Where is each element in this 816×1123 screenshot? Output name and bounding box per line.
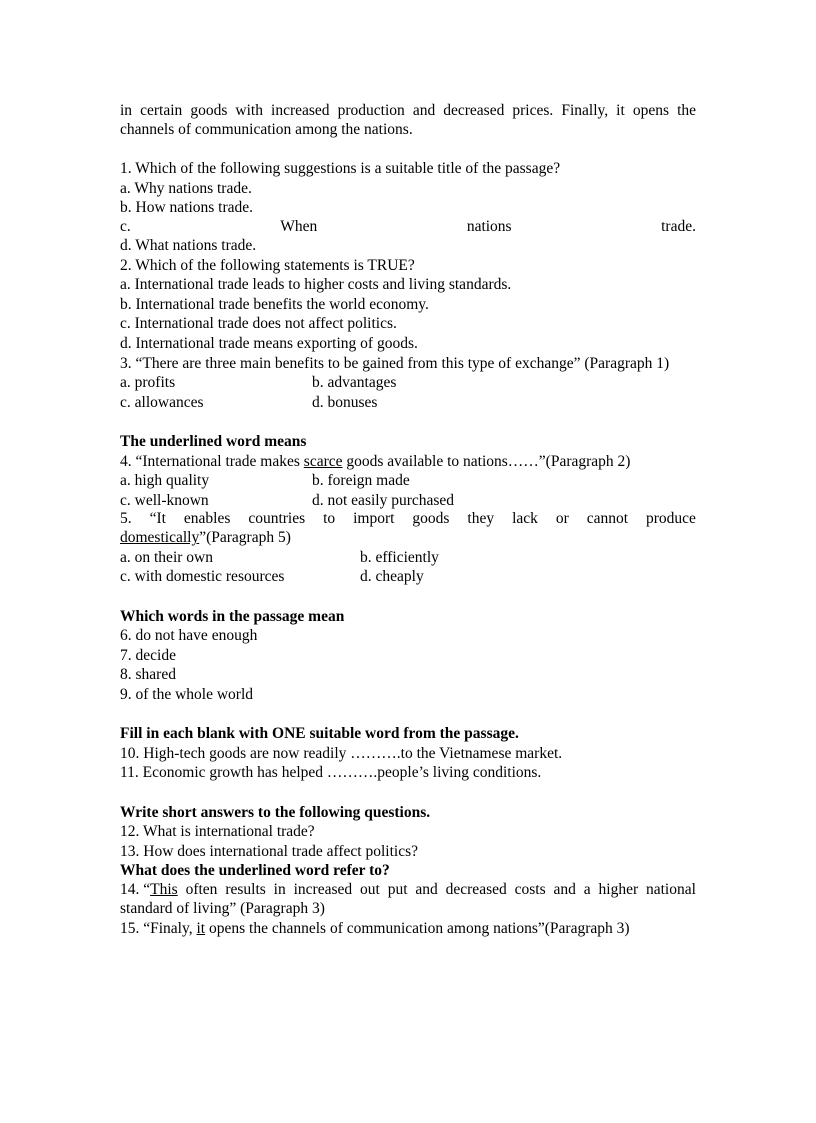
option-2d: d. International trade means exporting of goods. [120, 334, 418, 352]
word: in [120, 102, 133, 119]
word: goods [190, 102, 228, 119]
word: and [415, 880, 438, 898]
q15-pre: 15. “Finaly, [120, 919, 197, 937]
option-4b: b. foreign made [312, 472, 410, 490]
word: nations [466, 217, 512, 235]
word: When [280, 217, 318, 235]
word: decreased [445, 880, 507, 898]
option-1d: d. What nations trade. [120, 236, 257, 254]
q5-post: ”(Paragraph 5) [199, 529, 291, 547]
word: they [467, 510, 495, 528]
q4-post: goods available to nations……”(Paragraph 2) [342, 452, 631, 470]
question-2: 2. Which of the following statements is TRUE? [120, 256, 415, 274]
q5-underlined-word: domestically [120, 529, 200, 547]
options-4ab [120, 471, 696, 491]
q14-underlined-word: This [150, 880, 178, 898]
section-heading-words: Which words in the passage mean [120, 607, 345, 625]
word: goods [412, 510, 450, 528]
option-5c: c. with domestic resources [120, 568, 285, 586]
option-5d: d. cheaply [360, 568, 424, 586]
section-heading-short: Write short answers to the following questions. [120, 803, 431, 821]
word: cannot [586, 510, 629, 528]
option-2c: c. International trade does not affect politics. [120, 315, 397, 333]
word: national [646, 880, 696, 898]
q4-pre: 4. “International trade makes [120, 452, 304, 470]
option-1a: a. Why nations trade. [120, 179, 252, 197]
list-item: 7. decide [120, 646, 176, 664]
word: enables [183, 510, 231, 528]
section-heading-fill: Fill in each blank with ONE suitable word from the passage. [120, 725, 519, 743]
list-item: 6. do not have enough [120, 627, 258, 645]
option-4d: d. not easily purchased [312, 491, 455, 509]
options-3ab [120, 373, 696, 393]
question-15 [120, 919, 696, 939]
word: decreased [443, 102, 505, 119]
worksheet-content [120, 102, 696, 938]
word: or [555, 510, 569, 528]
word: trade. [661, 217, 696, 235]
options-3cd [120, 393, 696, 413]
word: costs [514, 880, 546, 898]
question-14-line-1 [120, 881, 696, 899]
word: the [677, 102, 696, 119]
option-3a: a. profits [120, 374, 176, 392]
spacer [120, 412, 696, 432]
word: and [412, 102, 436, 119]
spacer [120, 140, 696, 160]
word: a [583, 880, 591, 898]
list-item: 13. How does international trade affect politics? [120, 842, 418, 860]
word: 5. [120, 510, 132, 528]
option-3b: b. advantages [312, 374, 397, 392]
question-5-line-2 [120, 528, 696, 548]
word: it [616, 102, 625, 119]
list-item: 9. of the whole world [120, 686, 254, 704]
option-4c: c. well-known [120, 491, 209, 509]
options-5ab [120, 548, 696, 568]
list-item: 12. What is international trade? [120, 823, 315, 841]
option-3c: c. allowances [120, 393, 204, 411]
options-4cd [120, 491, 696, 511]
word: “It [149, 510, 166, 528]
word: often [185, 880, 218, 898]
q15-post: opens the channels of communication among nations”(Paragraph 3) [205, 919, 630, 937]
word: increased [271, 102, 330, 119]
option-2a: a. International trade leads to higher costs and living standards. [120, 276, 512, 294]
word: increased [293, 880, 353, 898]
word: countries [248, 510, 306, 528]
intro-line-1 [120, 102, 696, 120]
word: opens [632, 102, 670, 119]
option-4a: a. high quality [120, 472, 210, 490]
word: produce [646, 510, 696, 528]
word: import [353, 510, 395, 528]
question-1: 1. Which of the following suggestions is a suitable title of the passage? [120, 160, 561, 178]
section-heading-refer: What does the underlined word refer to? [120, 862, 390, 880]
q4-underlined-word: scarce [303, 452, 343, 470]
spacer [120, 783, 696, 803]
word: with [235, 102, 263, 119]
intro-line-2: channels of communication among the nations. [120, 121, 413, 138]
option-5a: a. on their own [120, 548, 213, 566]
word: certain [140, 102, 183, 119]
list-item: 10. High-tech goods are now readily ……….to the Vietnamese market. [120, 744, 563, 762]
word: lack [512, 510, 538, 528]
word: put [387, 880, 408, 898]
question-5-line-1 [120, 510, 696, 528]
option-1c [120, 218, 696, 236]
section-heading-underlined: The underlined word means [120, 432, 307, 450]
option-3d: d. bonuses [312, 393, 378, 411]
word: Finally, [561, 102, 609, 119]
word: prices. [512, 102, 554, 119]
q14-opening [120, 881, 178, 899]
option-2b: b. International trade benefits the world economy. [120, 295, 429, 313]
spacer [120, 705, 696, 725]
spacer [120, 587, 696, 607]
q14-pre: 14. “ [120, 880, 151, 898]
word: out [360, 880, 380, 898]
word: c. [120, 217, 131, 235]
word: and [553, 880, 576, 898]
question-4 [120, 452, 696, 472]
word: higher [598, 880, 639, 898]
word: in [273, 880, 286, 898]
list-item: 11. Economic growth has helped ……….people’s living conditions. [120, 764, 542, 782]
question-14-line-2: standard of living” (Paragraph 3) [120, 899, 325, 917]
q15-underlined-word: it [196, 919, 206, 937]
option-1b: b. How nations trade. [120, 199, 254, 217]
word: production [337, 102, 405, 119]
question-3: 3. “There are three main benefits to be gained from this type of exchange” (Paragraph 1) [120, 354, 670, 372]
option-5b: b. efficiently [360, 548, 439, 566]
word: results [225, 880, 266, 898]
list-item: 8. shared [120, 666, 176, 684]
options-5cd [120, 567, 696, 587]
word: to [323, 510, 336, 528]
